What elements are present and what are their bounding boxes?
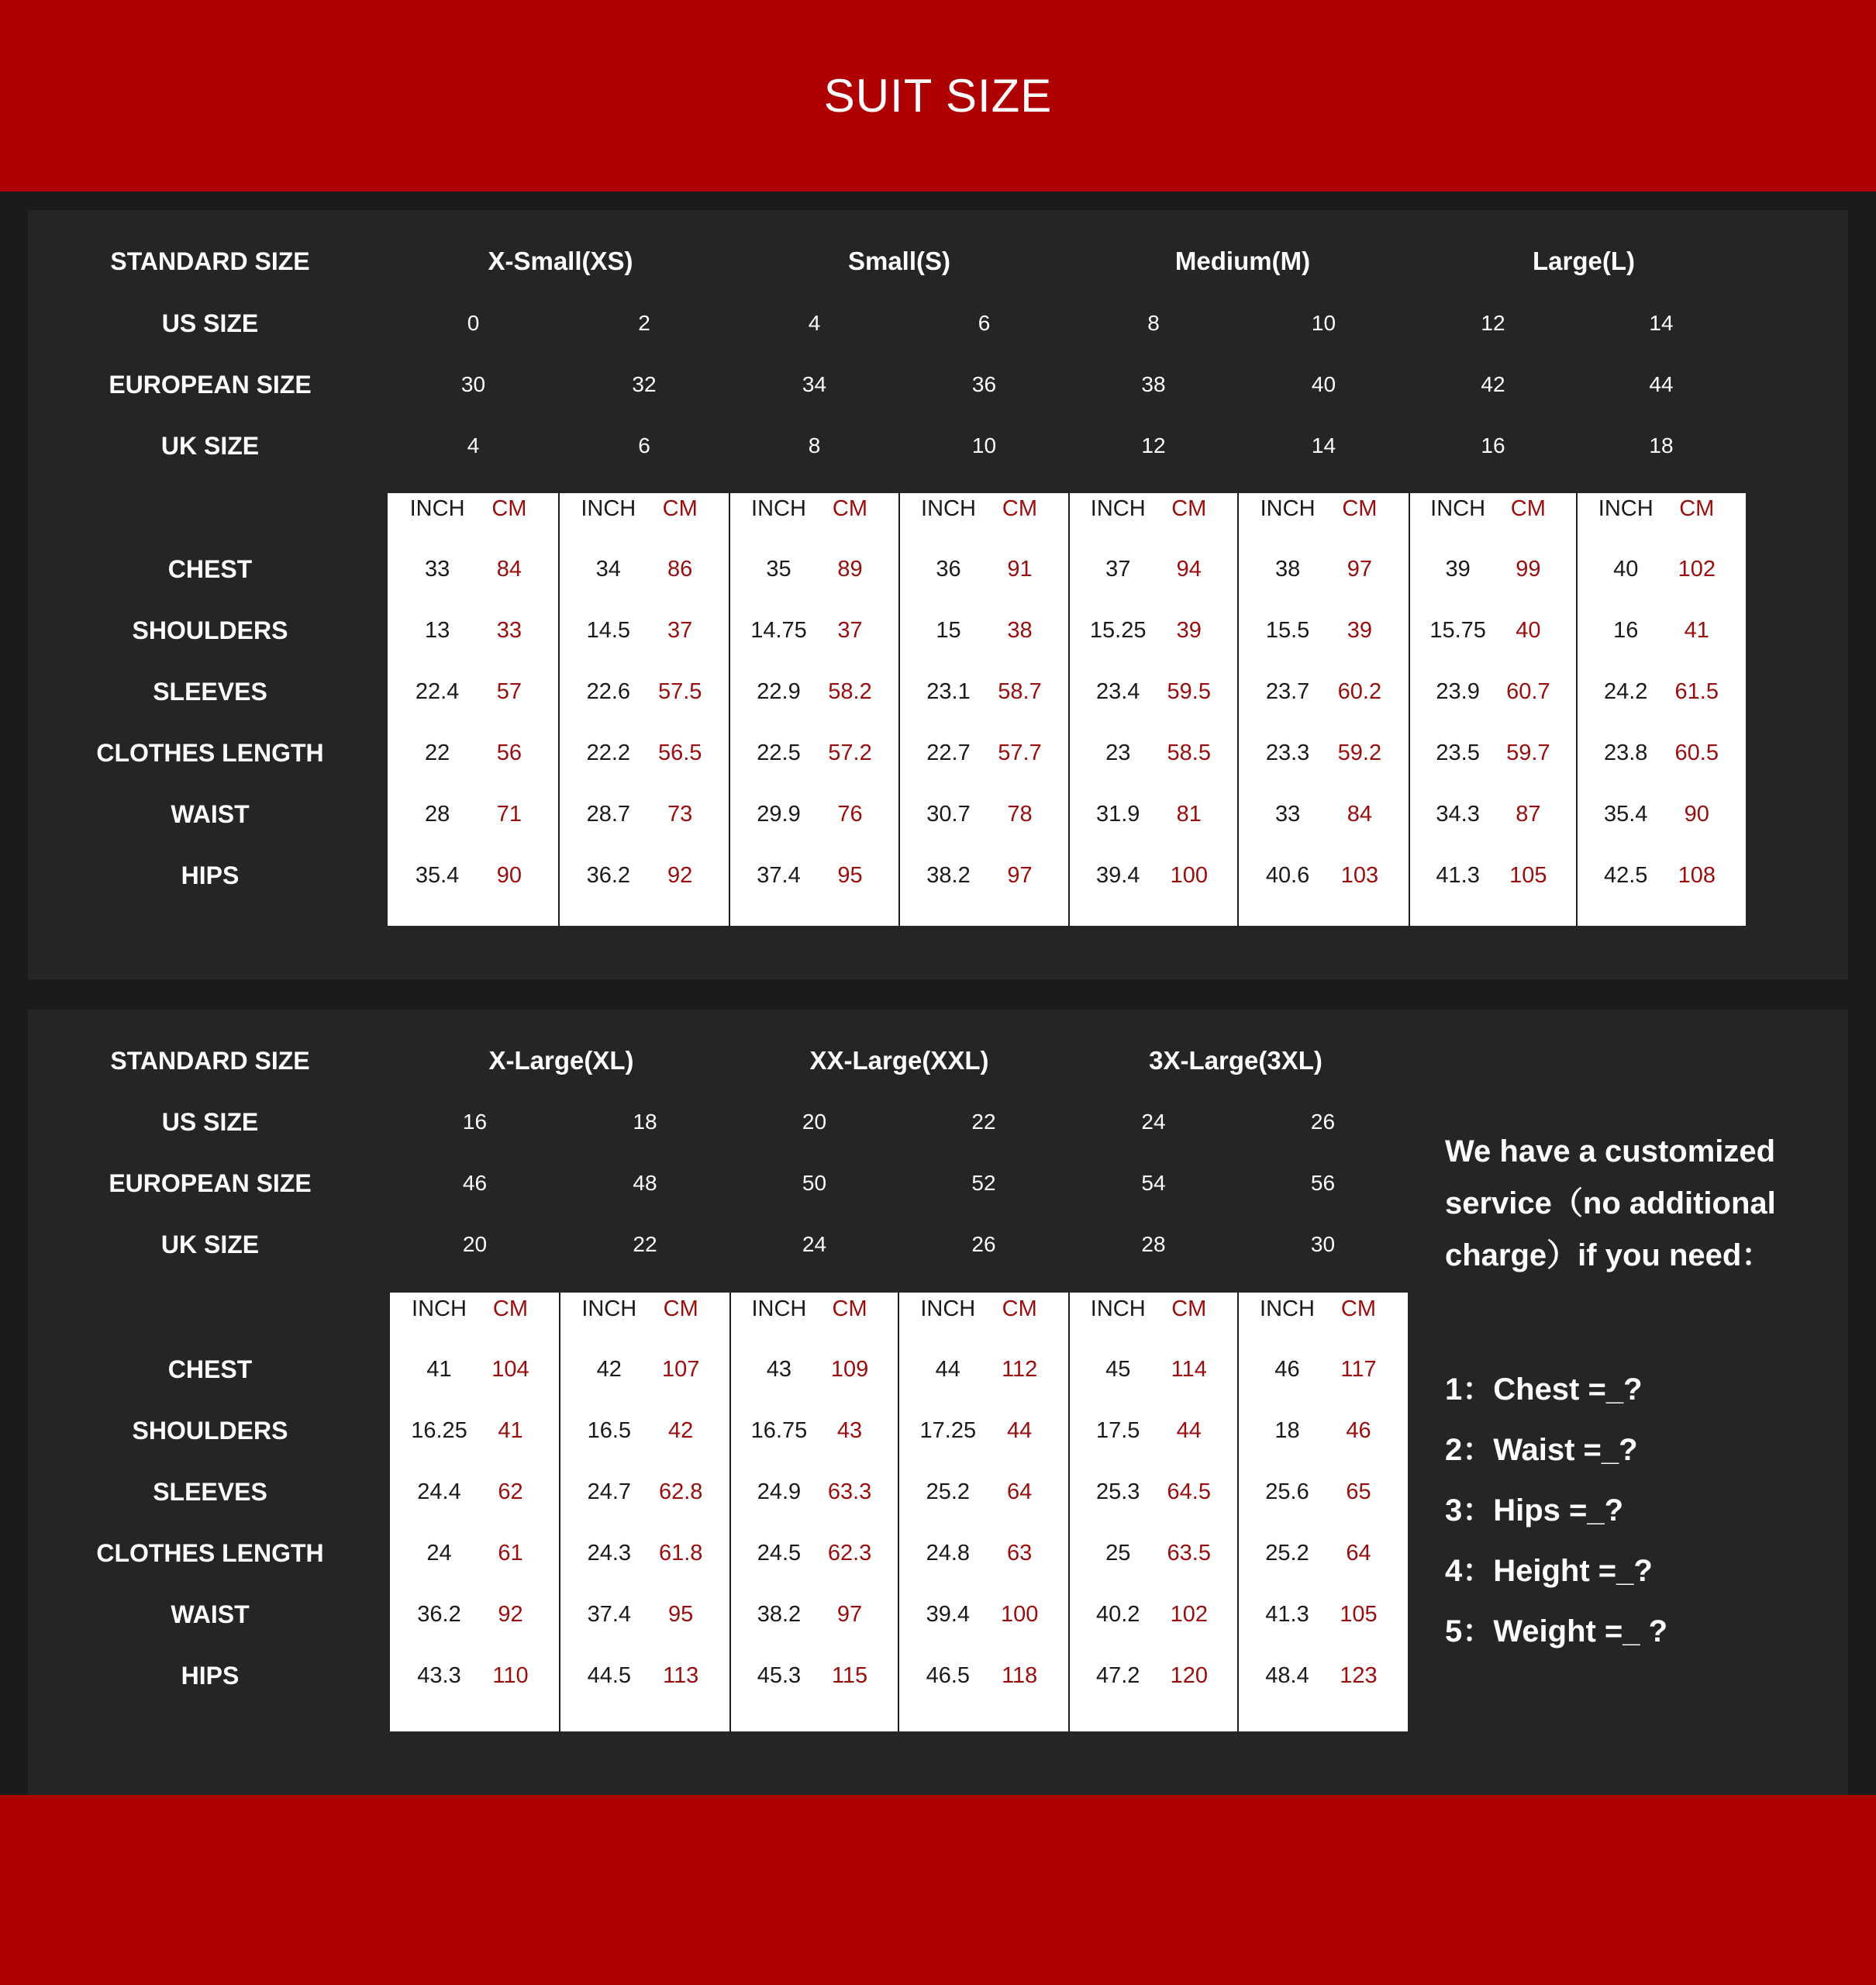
european-size-value: 42 bbox=[1481, 372, 1505, 396]
cm-value-clothes-length: 57.2 bbox=[828, 740, 872, 765]
inch-value-waist: 37.4 bbox=[587, 1602, 632, 1627]
inch-value-chest: 33 bbox=[424, 557, 450, 582]
inch-value-waist: 35.4 bbox=[1603, 802, 1648, 827]
cm-value-waist: 78 bbox=[1007, 802, 1033, 827]
cm-value-clothes-length: 61 bbox=[498, 1541, 523, 1566]
custom-item-hips: 3：Hips =_? bbox=[1445, 1493, 1624, 1528]
cm-value-clothes-length: 60.5 bbox=[1674, 740, 1719, 765]
inch-unit-header: INCH bbox=[581, 1296, 637, 1321]
cm-unit-header: CM bbox=[1002, 496, 1038, 521]
inch-value-clothes-length: 22.2 bbox=[586, 740, 631, 765]
us-size-value: 6 bbox=[978, 311, 991, 335]
cm-value-shoulders: 40 bbox=[1516, 618, 1541, 643]
inch-value-waist: 40.2 bbox=[1095, 1602, 1140, 1627]
inch-value-clothes-length: 23.8 bbox=[1603, 740, 1648, 765]
inch-value-sleeves: 24.4 bbox=[417, 1479, 461, 1504]
cm-value-clothes-length: 63 bbox=[1007, 1541, 1033, 1566]
european-size-value: 48 bbox=[633, 1171, 657, 1195]
cm-value-hips: 97 bbox=[1007, 863, 1033, 888]
inch-value-sleeves: 23.1 bbox=[926, 679, 971, 704]
cm-value-chest: 112 bbox=[1002, 1357, 1038, 1382]
inch-value-chest: 38 bbox=[1274, 557, 1301, 582]
inch-value-hips: 41.3 bbox=[1436, 863, 1480, 888]
inch-unit-header: INCH bbox=[1598, 496, 1654, 521]
inch-value-shoulders: 17.5 bbox=[1095, 1418, 1140, 1443]
inch-value-chest: 39 bbox=[1445, 557, 1471, 582]
cm-value-hips: 108 bbox=[1678, 863, 1716, 888]
inch-value-waist: 34.3 bbox=[1436, 802, 1480, 827]
cm-value-hips: 100 bbox=[1170, 863, 1208, 888]
size-group-header: Small(S) bbox=[847, 247, 951, 275]
cm-value-shoulders: 42 bbox=[668, 1418, 694, 1443]
cm-value-waist: 92 bbox=[498, 1602, 523, 1627]
inch-value-clothes-length: 23 bbox=[1105, 740, 1131, 765]
inch-value-sleeves: 24.9 bbox=[757, 1479, 802, 1504]
us-size-value: 22 bbox=[971, 1110, 996, 1134]
size-group-header: XX-Large(XXL) bbox=[809, 1046, 989, 1075]
cm-value-waist: 90 bbox=[1684, 802, 1709, 827]
custom-service-note: We have a customized service（no additional charge）if you need： bbox=[1445, 1134, 1776, 1272]
cm-value-waist: 73 bbox=[667, 802, 693, 827]
uk-size-value: 18 bbox=[1649, 433, 1674, 457]
cm-value-chest: 109 bbox=[830, 1357, 869, 1382]
label-chest: CHEST bbox=[167, 1355, 253, 1383]
uk-size-value: 12 bbox=[1141, 433, 1166, 457]
cm-value-hips: 118 bbox=[1002, 1663, 1038, 1688]
cm-value-sleeves: 61.5 bbox=[1674, 679, 1719, 704]
cm-value-sleeves: 63.3 bbox=[827, 1479, 872, 1504]
custom-item-waist: 2：Waist =_? bbox=[1445, 1433, 1638, 1467]
inch-value-sleeves: 22.6 bbox=[586, 679, 631, 704]
label-uk-size: UK SIZE bbox=[160, 432, 260, 460]
european-size-value: 54 bbox=[1141, 1171, 1166, 1195]
inch-value-waist: 31.9 bbox=[1095, 802, 1140, 827]
inch-value-chest: 37 bbox=[1105, 557, 1131, 582]
inch-value-hips: 35.4 bbox=[415, 863, 460, 888]
cm-value-shoulders: 39 bbox=[1176, 618, 1202, 643]
inch-value-shoulders: 15.25 bbox=[1089, 618, 1147, 643]
inch-unit-header: INCH bbox=[920, 1296, 976, 1321]
us-size-value: 0 bbox=[467, 311, 480, 335]
label-shoulders: SHOULDERS bbox=[132, 616, 288, 644]
cm-value-hips: 110 bbox=[492, 1663, 529, 1688]
cm-unit-header: CM bbox=[492, 1296, 529, 1321]
uk-size-value: 26 bbox=[971, 1232, 996, 1256]
inch-value-sleeves: 25.2 bbox=[926, 1479, 971, 1504]
cm-value-chest: 117 bbox=[1340, 1357, 1377, 1382]
inch-unit-header: INCH bbox=[1430, 496, 1486, 521]
cm-value-clothes-length: 58.5 bbox=[1167, 740, 1211, 765]
cm-value-waist: 87 bbox=[1516, 802, 1541, 827]
inch-value-hips: 46.5 bbox=[926, 1663, 971, 1688]
uk-size-value: 8 bbox=[808, 433, 821, 457]
european-size-value: 40 bbox=[1311, 372, 1336, 396]
label-uk-size: UK SIZE bbox=[160, 1231, 260, 1258]
inch-value-hips: 40.6 bbox=[1265, 863, 1310, 888]
cm-value-shoulders: 44 bbox=[1007, 1418, 1033, 1443]
us-size-value: 24 bbox=[1141, 1110, 1166, 1134]
label-shoulders: SHOULDERS bbox=[132, 1417, 288, 1445]
inch-value-waist: 28.7 bbox=[586, 802, 631, 827]
inch-value-hips: 48.4 bbox=[1265, 1663, 1309, 1688]
cm-value-waist: 81 bbox=[1176, 802, 1202, 827]
inch-value-sleeves: 25.3 bbox=[1095, 1479, 1140, 1504]
inch-unit-header: INCH bbox=[581, 496, 636, 521]
european-size-value: 34 bbox=[802, 372, 827, 396]
cm-unit-header: CM bbox=[1679, 496, 1715, 521]
cm-value-sleeves: 59.5 bbox=[1167, 679, 1211, 704]
inch-value-hips: 44.5 bbox=[587, 1663, 632, 1688]
cm-unit-header: CM bbox=[491, 496, 527, 521]
uk-size-value: 20 bbox=[462, 1232, 488, 1256]
uk-size-value: 6 bbox=[638, 433, 650, 457]
cm-value-chest: 99 bbox=[1516, 557, 1541, 582]
inch-value-chest: 46 bbox=[1274, 1357, 1300, 1382]
cm-value-clothes-length: 63.5 bbox=[1167, 1541, 1211, 1566]
inch-value-clothes-length: 22.5 bbox=[757, 740, 801, 765]
cm-value-shoulders: 37 bbox=[667, 618, 693, 643]
inch-value-waist: 30.7 bbox=[926, 802, 971, 827]
cm-value-waist: 105 bbox=[1340, 1602, 1378, 1627]
cm-value-sleeves: 65 bbox=[1346, 1479, 1371, 1504]
inch-value-chest: 41 bbox=[426, 1357, 452, 1382]
uk-size-value: 30 bbox=[1310, 1232, 1336, 1256]
cm-value-sleeves: 57.5 bbox=[657, 679, 702, 704]
uk-size-value: 24 bbox=[802, 1232, 827, 1256]
european-size-value: 30 bbox=[460, 372, 486, 396]
cm-value-shoulders: 44 bbox=[1176, 1418, 1202, 1443]
footer-banner bbox=[0, 1795, 1876, 1985]
european-size-value: 50 bbox=[802, 1171, 827, 1195]
inch-value-waist: 29.9 bbox=[757, 802, 801, 827]
inch-value-shoulders: 15.75 bbox=[1429, 618, 1486, 643]
cm-value-hips: 115 bbox=[831, 1663, 868, 1688]
cm-value-shoulders: 41 bbox=[1684, 618, 1709, 643]
inch-value-hips: 47.2 bbox=[1095, 1663, 1140, 1688]
inch-unit-header: INCH bbox=[751, 496, 806, 521]
cm-value-shoulders: 41 bbox=[498, 1418, 523, 1443]
inch-value-sleeves: 22.9 bbox=[757, 679, 801, 704]
uk-size-value: 28 bbox=[1141, 1232, 1166, 1256]
inch-value-shoulders: 18 bbox=[1274, 1418, 1300, 1443]
label-standard-size: STANDARD SIZE bbox=[110, 1047, 310, 1075]
cm-value-waist: 102 bbox=[1170, 1602, 1208, 1627]
inch-value-hips: 37.4 bbox=[757, 863, 801, 888]
uk-size-value: 14 bbox=[1311, 433, 1336, 457]
european-size-value: 32 bbox=[632, 372, 657, 396]
size-group-header: Medium(M) bbox=[1174, 247, 1311, 275]
label-waist: WAIST bbox=[171, 1600, 250, 1628]
cm-value-sleeves: 57 bbox=[496, 679, 522, 704]
cm-value-hips: 113 bbox=[663, 1663, 699, 1688]
size-group-header: Large(L) bbox=[1533, 247, 1635, 275]
inch-value-sleeves: 25.6 bbox=[1265, 1479, 1309, 1504]
inch-value-hips: 42.5 bbox=[1603, 863, 1648, 888]
label-hips: HIPS bbox=[181, 1662, 240, 1690]
cm-unit-header: CM bbox=[1342, 496, 1378, 521]
inch-value-hips: 38.2 bbox=[926, 863, 971, 888]
label-standard-size: STANDARD SIZE bbox=[110, 247, 310, 275]
label-european-size: EUROPEAN SIZE bbox=[109, 1169, 312, 1197]
cm-value-chest: 107 bbox=[661, 1357, 700, 1382]
label-european-size: EUROPEAN SIZE bbox=[109, 371, 312, 399]
cm-value-sleeves: 58.2 bbox=[828, 679, 872, 704]
us-size-value: 4 bbox=[808, 311, 821, 335]
uk-size-value: 16 bbox=[1481, 433, 1505, 457]
inch-value-chest: 40 bbox=[1613, 557, 1639, 582]
custom-item-height: 4：Height =_? bbox=[1445, 1554, 1653, 1588]
cm-value-sleeves: 60.2 bbox=[1337, 679, 1382, 704]
inch-value-shoulders: 14.5 bbox=[586, 618, 631, 643]
label-hips: HIPS bbox=[181, 861, 240, 889]
cm-value-clothes-length: 64 bbox=[1346, 1541, 1371, 1566]
cm-value-shoulders: 38 bbox=[1007, 618, 1033, 643]
cm-unit-header: CM bbox=[663, 1296, 698, 1321]
inch-value-waist: 28 bbox=[424, 802, 450, 827]
cm-value-chest: 86 bbox=[667, 557, 693, 582]
inch-value-waist: 36.2 bbox=[417, 1602, 461, 1627]
inch-value-chest: 42 bbox=[596, 1357, 622, 1382]
cm-value-sleeves: 60.7 bbox=[1506, 679, 1550, 704]
inch-value-clothes-length: 24 bbox=[426, 1541, 452, 1566]
inch-value-chest: 36 bbox=[936, 557, 961, 582]
inch-unit-header: INCH bbox=[1090, 1296, 1146, 1321]
european-size-value: 38 bbox=[1141, 372, 1166, 396]
inch-value-shoulders: 16.25 bbox=[411, 1418, 467, 1443]
cm-value-waist: 71 bbox=[496, 802, 522, 827]
cm-value-chest: 89 bbox=[837, 557, 863, 582]
label-us-size: US SIZE bbox=[161, 1108, 259, 1136]
cm-value-clothes-length: 59.7 bbox=[1506, 740, 1550, 765]
size-group-header: 3X-Large(3XL) bbox=[1149, 1046, 1323, 1075]
inch-value-clothes-length: 23.3 bbox=[1265, 740, 1310, 765]
cm-value-hips: 103 bbox=[1340, 863, 1379, 888]
us-size-value: 8 bbox=[1147, 311, 1160, 335]
cm-value-shoulders: 43 bbox=[836, 1418, 863, 1443]
inch-unit-header: INCH bbox=[412, 1296, 467, 1321]
inch-value-shoulders: 16 bbox=[1613, 618, 1639, 643]
inch-value-sleeves: 22.4 bbox=[415, 679, 460, 704]
custom-item-chest: 1：Chest =_? bbox=[1445, 1372, 1643, 1407]
inch-value-sleeves: 24.2 bbox=[1603, 679, 1648, 704]
uk-size-value: 10 bbox=[971, 433, 997, 457]
cm-value-hips: 120 bbox=[1170, 1663, 1208, 1688]
size-group-header: X-Large(XL) bbox=[488, 1046, 634, 1075]
label-chest: CHEST bbox=[167, 555, 253, 583]
inch-value-chest: 43 bbox=[766, 1357, 792, 1382]
european-size-value: 36 bbox=[971, 372, 997, 396]
label-sleeves: SLEEVES bbox=[153, 678, 267, 706]
cm-value-hips: 92 bbox=[667, 863, 693, 888]
european-size-value: 46 bbox=[462, 1171, 488, 1195]
inch-value-clothes-length: 24.3 bbox=[587, 1541, 632, 1566]
us-size-value: 2 bbox=[638, 311, 650, 335]
cm-value-waist: 76 bbox=[837, 802, 863, 827]
cm-value-clothes-length: 56.5 bbox=[657, 740, 702, 765]
label-sleeves: SLEEVES bbox=[153, 1478, 267, 1506]
us-size-value: 12 bbox=[1481, 311, 1505, 335]
inch-value-clothes-length: 22.7 bbox=[926, 740, 971, 765]
us-size-value: 18 bbox=[633, 1110, 657, 1134]
inch-value-clothes-length: 23.5 bbox=[1436, 740, 1480, 765]
inch-value-hips: 39.4 bbox=[1095, 863, 1140, 888]
label-us-size: US SIZE bbox=[161, 309, 259, 337]
cm-value-hips: 90 bbox=[496, 863, 522, 888]
cm-value-shoulders: 46 bbox=[1346, 1418, 1371, 1443]
inch-value-hips: 36.2 bbox=[586, 863, 631, 888]
custom-item-weight: 5：Weight =_ ? bbox=[1445, 1614, 1668, 1648]
inch-unit-header: INCH bbox=[751, 1296, 807, 1321]
inch-value-shoulders: 13 bbox=[424, 618, 450, 643]
inch-value-hips: 45.3 bbox=[757, 1663, 802, 1688]
inch-value-shoulders: 15 bbox=[936, 618, 961, 643]
cm-value-sleeves: 62 bbox=[498, 1479, 523, 1504]
us-size-value: 16 bbox=[462, 1110, 488, 1134]
inch-value-waist: 33 bbox=[1274, 802, 1301, 827]
inch-value-chest: 34 bbox=[595, 557, 621, 582]
us-size-value: 20 bbox=[802, 1110, 827, 1134]
inch-unit-header: INCH bbox=[1090, 496, 1146, 521]
cm-value-sleeves: 62.8 bbox=[658, 1479, 703, 1504]
cm-value-waist: 84 bbox=[1347, 802, 1373, 827]
cm-value-chest: 97 bbox=[1347, 557, 1373, 582]
cm-value-sleeves: 58.7 bbox=[998, 679, 1042, 704]
inch-unit-header: INCH bbox=[1260, 496, 1316, 521]
inch-value-shoulders: 14.75 bbox=[750, 618, 807, 643]
cm-value-chest: 114 bbox=[1171, 1357, 1207, 1382]
cm-value-chest: 94 bbox=[1176, 557, 1202, 582]
us-size-value: 26 bbox=[1310, 1110, 1336, 1134]
cm-value-hips: 123 bbox=[1340, 1663, 1378, 1688]
inch-value-chest: 35 bbox=[766, 557, 791, 582]
uk-size-value: 4 bbox=[467, 433, 480, 457]
inch-value-sleeves: 24.7 bbox=[587, 1479, 632, 1504]
inch-value-clothes-length: 25.2 bbox=[1265, 1541, 1309, 1566]
cm-unit-header: CM bbox=[832, 1296, 867, 1321]
cm-unit-header: CM bbox=[1171, 496, 1207, 521]
cm-value-clothes-length: 56 bbox=[496, 740, 522, 765]
cm-value-chest: 102 bbox=[1678, 557, 1716, 582]
inch-unit-header: INCH bbox=[1260, 1296, 1315, 1321]
cm-value-chest: 84 bbox=[496, 557, 522, 582]
inch-value-shoulders: 16.5 bbox=[587, 1418, 632, 1443]
cm-value-sleeves: 64 bbox=[1007, 1479, 1033, 1504]
uk-size-value: 22 bbox=[633, 1232, 657, 1256]
label-clothes-length: CLOTHES LENGTH bbox=[96, 739, 324, 767]
inch-value-waist: 38.2 bbox=[757, 1602, 802, 1627]
cm-value-clothes-length: 62.3 bbox=[827, 1541, 872, 1566]
inch-value-chest: 45 bbox=[1105, 1357, 1131, 1382]
cm-value-shoulders: 33 bbox=[496, 618, 522, 643]
cm-value-waist: 97 bbox=[836, 1602, 863, 1627]
us-size-value: 14 bbox=[1649, 311, 1674, 335]
cm-value-clothes-length: 57.7 bbox=[998, 740, 1042, 765]
european-size-value: 56 bbox=[1310, 1171, 1336, 1195]
european-size-value: 52 bbox=[971, 1171, 996, 1195]
cm-unit-header: CM bbox=[1510, 496, 1546, 521]
cm-value-sleeves: 64.5 bbox=[1167, 1479, 1211, 1504]
inch-unit-header: INCH bbox=[409, 496, 465, 521]
inch-value-sleeves: 23.4 bbox=[1095, 679, 1140, 704]
cm-unit-header: CM bbox=[662, 496, 698, 521]
inch-value-waist: 41.3 bbox=[1265, 1602, 1309, 1627]
inch-value-clothes-length: 22 bbox=[424, 740, 450, 765]
cm-value-waist: 95 bbox=[668, 1602, 694, 1627]
inch-value-clothes-length: 24.5 bbox=[757, 1541, 802, 1566]
inch-unit-header: INCH bbox=[921, 496, 976, 521]
cm-value-shoulders: 39 bbox=[1347, 618, 1373, 643]
inch-value-shoulders: 17.25 bbox=[919, 1418, 977, 1443]
cm-value-shoulders: 37 bbox=[837, 618, 863, 643]
cm-value-hips: 95 bbox=[837, 863, 863, 888]
cm-unit-header: CM bbox=[832, 496, 868, 521]
inch-value-clothes-length: 25 bbox=[1105, 1541, 1131, 1566]
size-group-header: X-Small(XS) bbox=[488, 247, 633, 275]
cm-unit-header: CM bbox=[1171, 1296, 1207, 1321]
us-size-value: 10 bbox=[1311, 311, 1336, 335]
cm-unit-header: CM bbox=[1340, 1296, 1377, 1321]
cm-value-waist: 100 bbox=[1000, 1602, 1039, 1627]
cm-value-clothes-length: 61.8 bbox=[658, 1541, 703, 1566]
cm-value-clothes-length: 59.2 bbox=[1337, 740, 1382, 765]
inch-value-chest: 44 bbox=[935, 1357, 960, 1382]
inch-value-shoulders: 16.75 bbox=[750, 1418, 808, 1443]
inch-value-sleeves: 23.7 bbox=[1265, 679, 1310, 704]
inch-value-shoulders: 15.5 bbox=[1265, 618, 1310, 643]
inch-value-sleeves: 23.9 bbox=[1436, 679, 1480, 704]
label-waist: WAIST bbox=[171, 800, 250, 828]
page-title: SUIT SIZE bbox=[823, 70, 1053, 122]
inch-value-hips: 43.3 bbox=[417, 1663, 461, 1688]
inch-value-waist: 39.4 bbox=[926, 1602, 971, 1627]
label-clothes-length: CLOTHES LENGTH bbox=[96, 1539, 324, 1567]
cm-value-chest: 104 bbox=[491, 1357, 529, 1382]
cm-value-hips: 105 bbox=[1509, 863, 1547, 888]
cm-value-chest: 91 bbox=[1007, 557, 1033, 582]
cm-unit-header: CM bbox=[1002, 1296, 1037, 1321]
inch-value-clothes-length: 24.8 bbox=[926, 1541, 971, 1566]
european-size-value: 44 bbox=[1649, 372, 1674, 396]
